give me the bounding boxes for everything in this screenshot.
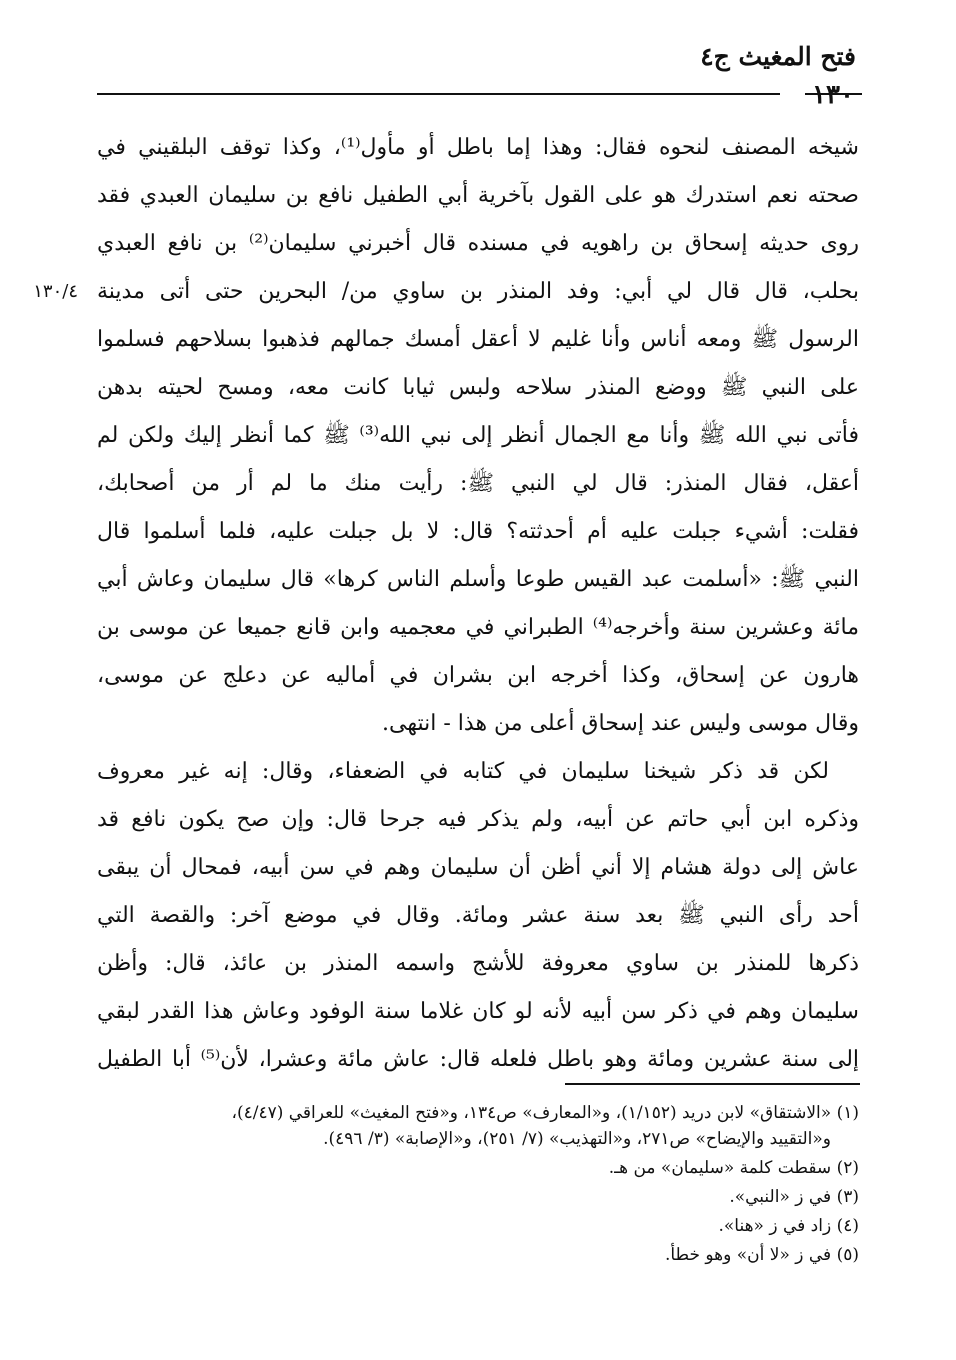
- text-line: وقال موسى وليس عند إسحاق أعلى من هذا - انتهى.: [382, 711, 859, 736]
- text-line: فقلت: أشيء جبلت عليه أم أحدثته؟ قال: لا بل جبلت عليه، فلما أسلموا قال: [97, 519, 859, 544]
- text-line: عاش إلى دولة هشام إلا أني أظن أن سليمان وهم في سن أبيه، فمحال أن يبقى: [97, 855, 859, 880]
- text-line: أعقل، فقال المنذر: قال لي النبي ﷺ: رأيت منك ما لم أر من أصحابك،: [97, 471, 859, 496]
- text-line: هارون عن إسحاق، وكذا أخرجه ابن بشران في أماليه عن دعلج عن موسى،: [97, 663, 859, 688]
- main-text: [97, 124, 859, 1084]
- text-line: إلى سنة عشرين ومائة وهو باطل فلعله قال: عاش مائة وعشرا، لأن⁽⁵⁾ أبا الطفيل: [97, 1047, 859, 1072]
- running-title: فتح المغيث ج٤: [700, 42, 856, 71]
- text-line: فأتى نبي الله ﷺ وأنا مع الجمال أنظر إلى نبي الله⁽³⁾ ﷺ كما أنظر إليك ولكن لم: [97, 423, 859, 448]
- footnote-separator: [565, 1083, 860, 1085]
- text-line: النبي ﷺ: «أسلمت عبد القيس طوعا وأسلم الناس كرها» قال سليمان وعاش أبي: [97, 567, 859, 592]
- footnote-2: (٢) سقطت كلمة «سليمان» من هـ.: [608, 1158, 859, 1178]
- header-rule: [97, 93, 780, 95]
- text-line: على النبي ﷺ ووضع المنذر سلاحه ولبس ثيابا كانت معه، ومسح لحيته بدهن: [97, 375, 859, 400]
- footnote-1-continuation: و«التقييد والإيضاح» ص٢٧١، و«التهذيب» (٧/ ٢٥١)، و«الإصابة» (٣/ ٤٩٦).: [323, 1129, 831, 1149]
- text-line: الرسول ﷺ ومعه أناس وأنا غليم لا أعقل أمسك جمالهم فذهبوا بسلاحهم فسلموا: [97, 327, 859, 352]
- margin-page-reference: ١٣٠/٤: [33, 281, 78, 302]
- text-line: مائة وعشرين سنة وأخرجه⁽⁴⁾ الطبراني في معجميه وابن قانع جميعا عن موسى بن: [97, 615, 859, 640]
- text-line: روى حديثه إسحاق بن راهويه في مسنده قال أخبرني سليمان⁽²⁾ بن نافع العبدي: [97, 231, 859, 256]
- text-line: أحد رأى النبي ﷺ بعد سنة عشر ومائة. وقال في موضع آخر: والقصة التي: [97, 903, 859, 928]
- text-line: صحته نعم استدرك هو على القول بآخرية أبي الطفيل نافع بن سليمان العبدي فقد: [97, 183, 859, 208]
- header-rule-short: [805, 93, 862, 95]
- page-number: ١٣٠: [812, 80, 854, 110]
- footnote-3: (٣) في ز «النبي».: [729, 1187, 859, 1207]
- text-line: ذكرها للمنذر بن ساوي معروفة للأشج واسمه المنذر بن عائذ، قال: وأظن: [97, 951, 859, 976]
- footnote-5: (٥) في ز «لا أن» وهو خطأ.: [664, 1245, 859, 1265]
- text-line: شيخه المصنف لنحوه فقال: وهذا إما باطل أو مأول⁽¹⁾، وكذا توقف البلقيني في: [97, 135, 859, 160]
- text-line: سليمان وهم في ذكر سن أبيه لأنه لو كان غلاما سنة الوفود وعاش هذا القدر لبقي: [97, 999, 859, 1024]
- text-line: لكن قد ذكر شيخنا سليمان في كتابه في الضعفاء، وقال: إنه غير معروف: [97, 759, 829, 784]
- footnote-1: (١) «الاشتقاق» لابن دريد (١/١٥٢)، و«المعارف» ص١٣٤، و«فتح المغيث» للعراقي (٤/٤٧)،: [231, 1103, 859, 1123]
- text-line: بحلب، قال قال لي أبي: وفد المنذر بن ساوي من/ البحرين حتى أتى مدينة: [97, 279, 859, 304]
- footnotes: [97, 1100, 859, 1268]
- text-line: وذكره ابن أبي حاتم عن أبيه، ولم يذكر فيه جرحا قال: وإن صح يكون نافع قد: [97, 807, 859, 832]
- footnote-4: (٤) زاد في ز «هنا».: [718, 1216, 859, 1236]
